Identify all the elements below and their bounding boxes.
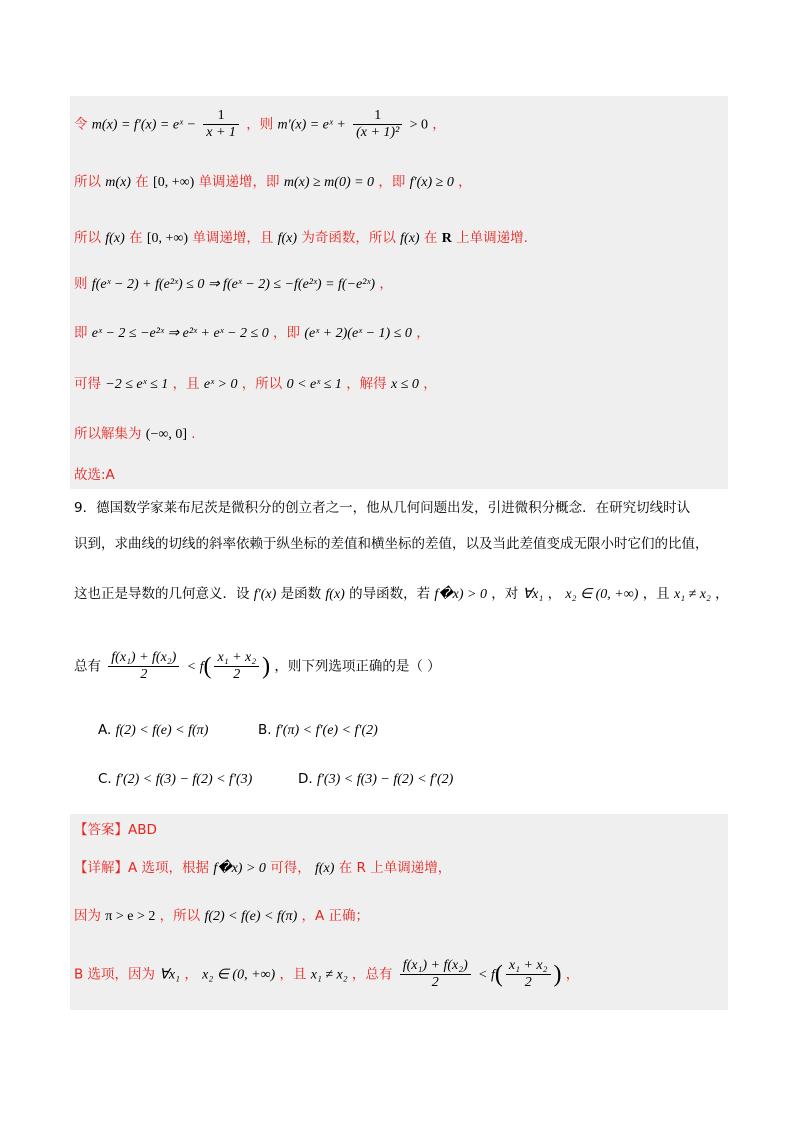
- question-line-2: 识到，求曲线的切线的斜率依赖于纵坐标的差值和横坐标的差值，以及当此差值变成无限小时它们的比值，: [74, 536, 709, 552]
- text: B 选项，因为: [74, 966, 156, 983]
- text: ，: [423, 376, 437, 392]
- text: ，: [458, 174, 472, 190]
- math-expression: < f: [186, 659, 204, 675]
- math-expression: x₁ ≠ x₂: [673, 587, 711, 602]
- text: ，: [432, 116, 446, 133]
- text: ，解得: [346, 376, 387, 392]
- fraction-numerator: f(x₁) + f(x₂): [400, 958, 471, 975]
- math-expression: x₂ ∈ (0, +∞): [202, 967, 276, 983]
- option-a[interactable]: [98, 722, 208, 739]
- left-paren: (: [494, 961, 503, 988]
- fraction-denominator: 2: [431, 975, 439, 990]
- text: 可得，: [270, 860, 311, 876]
- math-expression: [0, +∞): [146, 231, 189, 246]
- question-line-1: 9．德国数学家莱布尼茨是微积分的创立者之一，他从几何问题出发，引进微积分概念．在研究切线时认: [74, 500, 691, 516]
- option-letter: B.: [258, 722, 272, 738]
- math-expression: eˣ − 2 ≤ −e²ˣ ⇒ e²ˣ + eˣ − 2 ≤ 0: [91, 326, 269, 341]
- text: .: [191, 426, 196, 442]
- text: ，所以: [241, 376, 283, 392]
- text: ，即: [378, 174, 406, 190]
- question-line-4: [74, 650, 441, 683]
- option-letter: A.: [98, 722, 112, 738]
- math-expression: f(x): [277, 231, 298, 246]
- detail-line-3: [74, 958, 579, 991]
- math-expression: > 0: [409, 117, 428, 133]
- fraction: [506, 958, 551, 991]
- math-expression: < f: [478, 967, 495, 983]
- solution-line-1: [74, 108, 446, 141]
- text: ，: [416, 325, 430, 341]
- math-expression: ∀x₁: [159, 967, 181, 983]
- text: ，: [547, 586, 562, 602]
- text: 所以: [74, 174, 101, 190]
- text: 是函数: [280, 586, 322, 602]
- text: 【详解】A 选项，根据: [74, 860, 210, 876]
- math-expression: x ≤ 0: [390, 377, 419, 392]
- option-c[interactable]: [98, 771, 252, 788]
- answer-label: 【答案】ABD: [74, 822, 157, 838]
- text: 则: [74, 276, 88, 292]
- text: ，A 正确；: [301, 908, 370, 924]
- text: ，即: [273, 325, 301, 341]
- text: ，总有: [351, 966, 393, 983]
- math-expression: π > e > 2: [105, 909, 156, 924]
- fraction-numerator: x₁ + x₂: [214, 650, 259, 667]
- math-expression: m(x): [105, 175, 131, 190]
- fraction: [400, 958, 471, 991]
- detail-line-1: [74, 858, 451, 879]
- solution-line-5: [74, 323, 430, 344]
- option-expression: f′(π) < f′(e) < f′(2): [275, 723, 378, 738]
- math-expression: 0 < eˣ ≤ 1: [286, 377, 342, 392]
- fraction-denominator: 2: [233, 667, 241, 682]
- math-expression: f(x): [105, 231, 125, 246]
- math-expression: (eˣ + 2)(eˣ − 1) ≤ 0: [304, 326, 412, 341]
- text: 上单调递增.: [456, 230, 528, 246]
- text: ，则下列选项正确的是（ ）: [274, 658, 441, 675]
- solution-line-2: [74, 172, 472, 193]
- text: 所以: [74, 230, 101, 246]
- option-b[interactable]: [258, 722, 378, 739]
- right-paren: ): [553, 961, 562, 988]
- math-expression: f(eˣ − 2) + f(e²ˣ) ≤ 0 ⇒ f(eˣ − 2) ≤ −f(e²ˣ) = f(−e²ˣ): [91, 277, 376, 292]
- text: ，且: [279, 966, 307, 983]
- fraction-numerator: f(x₁) + f(x₂): [108, 650, 179, 667]
- math-expression: [0, +∞): [153, 175, 195, 190]
- math-expression: −2 ≤ eˣ ≤ 1: [105, 377, 169, 392]
- solution-line-6: [74, 374, 437, 395]
- fraction-numerator: x₁ + x₂: [506, 958, 551, 975]
- math-expression: f(x): [325, 587, 345, 602]
- math-expression: ∀x₁: [522, 587, 544, 602]
- text: 这也正是导数的几何意义．设: [74, 586, 250, 602]
- left-paren: (: [203, 653, 212, 680]
- option-letter: C.: [98, 771, 112, 787]
- text: 令: [74, 116, 88, 133]
- math-expression: x₁ ≠ x₂: [310, 967, 348, 983]
- solution-line-3: [74, 228, 528, 249]
- fraction-numerator: 1: [353, 108, 402, 125]
- option-expression: f′(3) < f(3) − f(2) < f′(2): [316, 772, 454, 787]
- option-letter: D.: [298, 771, 313, 787]
- math-expression: R: [441, 231, 452, 246]
- text: ，: [379, 276, 393, 292]
- question-line-3: [74, 584, 729, 605]
- math-expression: m(x) = f′(x) = eˣ −: [91, 117, 196, 133]
- fraction-denominator: x + 1: [206, 125, 236, 140]
- solution-line-4: [74, 274, 393, 295]
- text: 即: [74, 325, 88, 341]
- fraction-denominator: 2: [140, 667, 148, 682]
- fraction: [203, 108, 239, 141]
- text: 在: [423, 230, 438, 246]
- text: 的导函数，若: [349, 586, 431, 602]
- fraction: [214, 650, 259, 683]
- math-expression: m′(x) = eˣ +: [277, 117, 346, 133]
- fraction: [353, 108, 402, 141]
- fraction-numerator: 1: [203, 108, 239, 125]
- option-expression: f(2) < f(e) < f(π): [115, 723, 209, 738]
- text: 单调递增，且: [192, 230, 274, 246]
- math-expression: x₂ ∈ (0, +∞): [565, 587, 639, 602]
- text: 因为: [74, 908, 101, 924]
- math-expression: eˣ > 0: [203, 377, 238, 392]
- math-expression: f�x) > 0: [434, 587, 487, 602]
- math-expression: f(x): [400, 231, 420, 246]
- text: 单调递增，即: [198, 174, 280, 190]
- text: ，则: [246, 116, 274, 133]
- final-choice: 故选:A: [74, 467, 115, 483]
- math-expression: f�x) > 0: [213, 861, 266, 876]
- fraction-denominator: (x + 1)²: [356, 125, 400, 140]
- right-paren: ): [262, 653, 271, 680]
- text: ，: [715, 586, 729, 602]
- math-expression: f′(x) ≥ 0: [409, 175, 454, 190]
- text: ，: [565, 966, 580, 983]
- text: ，且: [172, 376, 200, 392]
- math-expression: (−∞, 0]: [145, 427, 187, 442]
- text: ，: [184, 966, 198, 983]
- option-d[interactable]: [298, 771, 453, 788]
- text: 总有: [74, 658, 101, 675]
- text: 为奇函数，所以: [301, 230, 396, 246]
- text: ，对: [491, 586, 519, 602]
- solution-line-7: [74, 424, 196, 445]
- math-expression: f(2) < f(e) < f(π): [204, 909, 298, 924]
- text: ，且: [642, 586, 670, 602]
- math-expression: f(x): [315, 861, 335, 876]
- option-expression: f′(2) < f(3) − f(2) < f′(3): [116, 772, 253, 787]
- fraction: [108, 650, 179, 683]
- fraction-denominator: 2: [524, 975, 532, 990]
- text: 在: [135, 174, 149, 190]
- detail-line-2: [74, 906, 369, 927]
- math-expression: f′(x): [253, 587, 277, 602]
- text: 在 R 上单调递增，: [338, 860, 452, 876]
- text: 可得: [74, 376, 101, 392]
- text: 所以解集为: [74, 426, 142, 442]
- text: ，所以: [159, 908, 201, 924]
- math-expression: m(x) ≥ m(0) = 0: [283, 175, 375, 190]
- text: 在: [129, 230, 143, 246]
